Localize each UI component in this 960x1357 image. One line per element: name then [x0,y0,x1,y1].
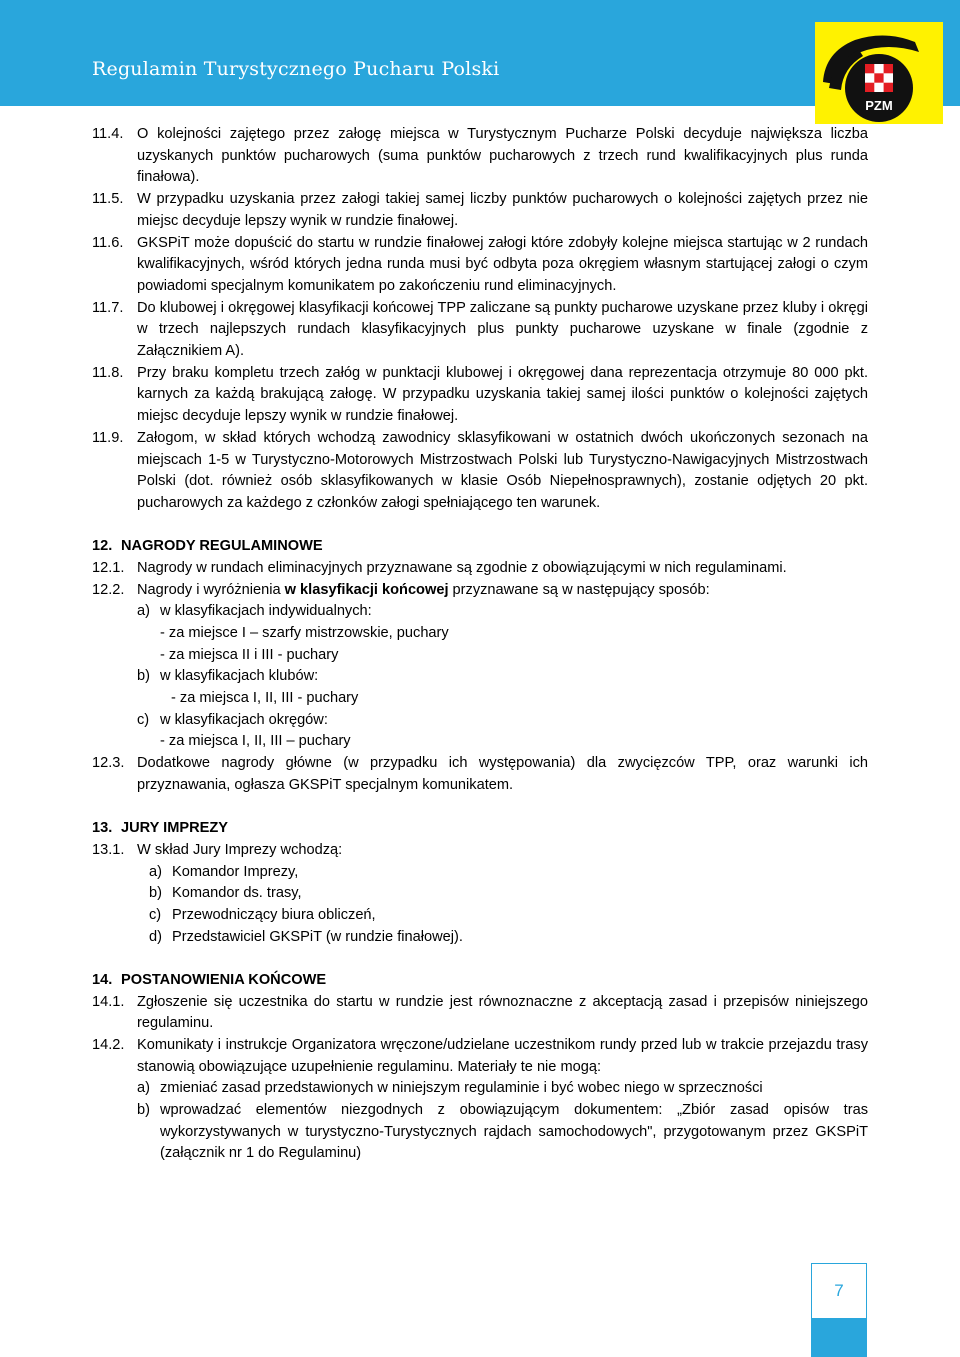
section-14-heading [92,970,868,992]
paragraph-number: 14.2. [92,1036,125,1053]
jury-item [92,862,868,884]
paragraph-text: GKSPiT może dopuścić do startu w rundzie finałowej załogi które zdobyły kolejne miejsca startując w 2 rundach kwalifikacyjnych, wśród których jedna runda musi być odbyta poza okręgiem własnym startującej załogi o czym powiadomi specjalnym komunikatem po zakończeniu rund eliminacyjnych. [137,234,868,294]
paragraph-12-1 [92,558,868,580]
paragraph-text [137,580,868,602]
paragraph-11-9 [92,428,868,515]
page-number: 7 [811,1263,867,1319]
paragraph-text: Zgłoszenie się uczestnika do startu w rundzie jest równoznaczne z akceptacją zasad i przepisów niniejszego regulaminu. [137,993,868,1032]
paragraph-number: 11.4. [92,126,124,142]
logo-text: PZM [865,98,893,113]
paragraph-number: 12.3. [92,755,125,772]
prize-line: - za miejsca I, II, III – puchary [160,733,351,750]
prize-line: - za miejsca II i III - puchary [160,646,339,663]
paragraph-number: 14.1. [92,993,125,1010]
list-text: w klasyfikacjach indywidualnych: [160,603,372,620]
jury-item [92,905,868,927]
text-run: przyznawane są w następujący sposób: [448,581,710,598]
paragraph-number: 12.1. [92,559,125,576]
bold-text: w klasyfikacji końcowej [284,581,449,598]
paragraph-11-8 [92,363,868,428]
paragraph-text: Komunikaty i instrukcje Organizatora wręczone/udzielane uczestnikom rundy przed lub w trakcie przejazdu trasy stanowią obowiązujące uzupełnienie regulaminu. Materiały te nie mogą: [137,1036,868,1075]
header-title: Regulamin Turystycznego Pucharu Polski [92,58,500,80]
paragraph-text: W skład Jury Imprezy wchodzą: [137,841,343,858]
list-text: Komandor Imprezy, [172,863,299,880]
section-title: NAGRODY REGULAMINOWE [121,538,323,555]
list-item-14-2-a [92,1078,868,1100]
list-letter: a) [137,1080,150,1097]
list-item-12-2-b [92,666,868,688]
list-text: Przedstawiciel GKSPiT (w rundzie finałowej). [172,928,463,945]
list-item-14-2-b [92,1100,868,1165]
pzm-logo-icon [815,22,943,124]
jury-item [92,883,868,905]
paragraph-12-3 [92,753,868,796]
list-text: Komandor ds. trasy, [172,885,302,902]
list-letter: b) [149,885,162,902]
list-item-12-2-c [92,710,868,732]
list-letter: d) [149,928,162,945]
paragraph-text: Załogom, w skład których wchodzą zawodnicy sklasyfikowani w ostatnich dwóch ukończonych sezonach na miejscach 1-5 w Turystyczno-Motorowych Mistrzostwach Polski lub Turystyczno-Nawigacyjnych Mistrzostwach Polski (dot. również osób sklasyfikowanych w klasie Osób Niepełnosprawnych), zostanie odjętych 20 pkt. pucharowych za każdego z członków załogi spełniającego ten warunek. [137,429,868,511]
list-text: w klasyfikacjach klubów: [160,668,319,685]
list-letter: b) [137,668,150,685]
list-letter: b) [137,1102,150,1119]
list-letter: a) [137,603,150,620]
text-run: Nagrody i wyróżnienia [137,581,285,598]
paragraph-13-1 [92,840,868,862]
paragraph-number: 11.5. [92,191,124,208]
section-title: JURY IMPREZY [121,820,229,837]
list-text: w klasyfikacjach okręgów: [160,711,328,728]
list-item-12-2-a [92,601,868,623]
paragraph-text: W przypadku uzyskania przez załogi takiej samej liczby punktów pucharowych o kolejności zajętych przez nie miejsc decyduje lepszy wynik w rundzie finałowej. [137,191,868,229]
list-text: wprowadzać elementów niezgodnych z obowiązującym dokumentem: „Zbiór zasad opisów tras wykorzystywanych w turystyczno-Turystycznych rajdach samochodowych", przygotowanym przez GKSPiT (załącznik nr 1 do Regulaminu) [160,1102,868,1162]
paragraph-11-6 [92,233,868,298]
section-number: 14. [92,971,113,988]
paragraph-number: 11.8. [92,364,124,381]
paragraph-14-1 [92,992,868,1035]
section-title: POSTANOWIENIA KOŃCOWE [121,971,327,988]
prize-line: - za miejsce I – szarfy mistrzowskie, puchary [160,624,449,641]
paragraph-12-2 [92,580,868,602]
paragraph-text: Do klubowej i okręgowej klasyfikacji końcowej TPP zaliczane są punkty pucharowe uzyskane przez kluby i okręgi w trzech najlepszych rundach klasyfikacyjnych plus punkty pucharowe uzyskane w finale (zgodnie z Załącznikiem A). [137,299,868,360]
list-letter: c) [149,906,162,923]
list-letter: c) [137,711,150,728]
list-text: Przewodniczący biura obliczeń, [172,906,376,923]
section-13-heading [92,818,868,840]
list-letter: a) [149,863,162,880]
document-body [92,124,868,1165]
section-12-heading [92,536,868,558]
paragraph-number: 11.7. [92,299,124,316]
paragraph-11-4 [92,124,868,189]
paragraph-text: Przy braku kompletu trzech załóg w punktacji klubowej i okręgowej dana reprezentacja otrzymuje 80 000 pkt. karnych za każdą brakującą załogę. W przypadku uzyskania takiej samej ilości punktów o kolejności zajętych miejsc decyduje lepszy wynik w rundzie finałowej. [137,364,868,425]
paragraph-11-7 [92,298,868,363]
jury-item [92,927,868,949]
paragraph-number: 13.1. [92,841,125,858]
paragraph-number: 11.9. [92,429,124,446]
pzm-logo [815,22,943,124]
paragraph-text: Nagrody w rundach eliminacyjnych przyznawane są zgodnie z obowiązującymi w nich regulaminami. [137,559,787,576]
page-number-strip [811,1319,867,1357]
prize-line: - za miejsca I, II, III - puchary [171,690,359,707]
section-number: 13. [92,820,113,837]
list-text: zmieniać zasad przedstawionych w niniejszym regulaminie i być wobec niego w sprzeczności [160,1080,763,1097]
paragraph-14-2 [92,1035,868,1078]
paragraph-number: 12.2. [92,581,125,598]
paragraph-11-5 [92,189,868,232]
paragraph-text: Dodatkowe nagrody główne (w przypadku ich występowania) dla zwycięzców TPP, oraz warunki ich przyznawania, ogłasza GKSPiT specjalnym komunikatem. [137,755,868,793]
section-number: 12. [92,538,113,555]
paragraph-text: O kolejności zajętego przez załogę miejsca w Turystycznym Pucharze Polski decyduje największa liczba uzyskanych punktów pucharowych (suma punktów pucharowych z trzech rund kwalifikacyjnych plus runda finałowa). [137,126,868,186]
paragraph-number: 11.6. [92,234,124,251]
